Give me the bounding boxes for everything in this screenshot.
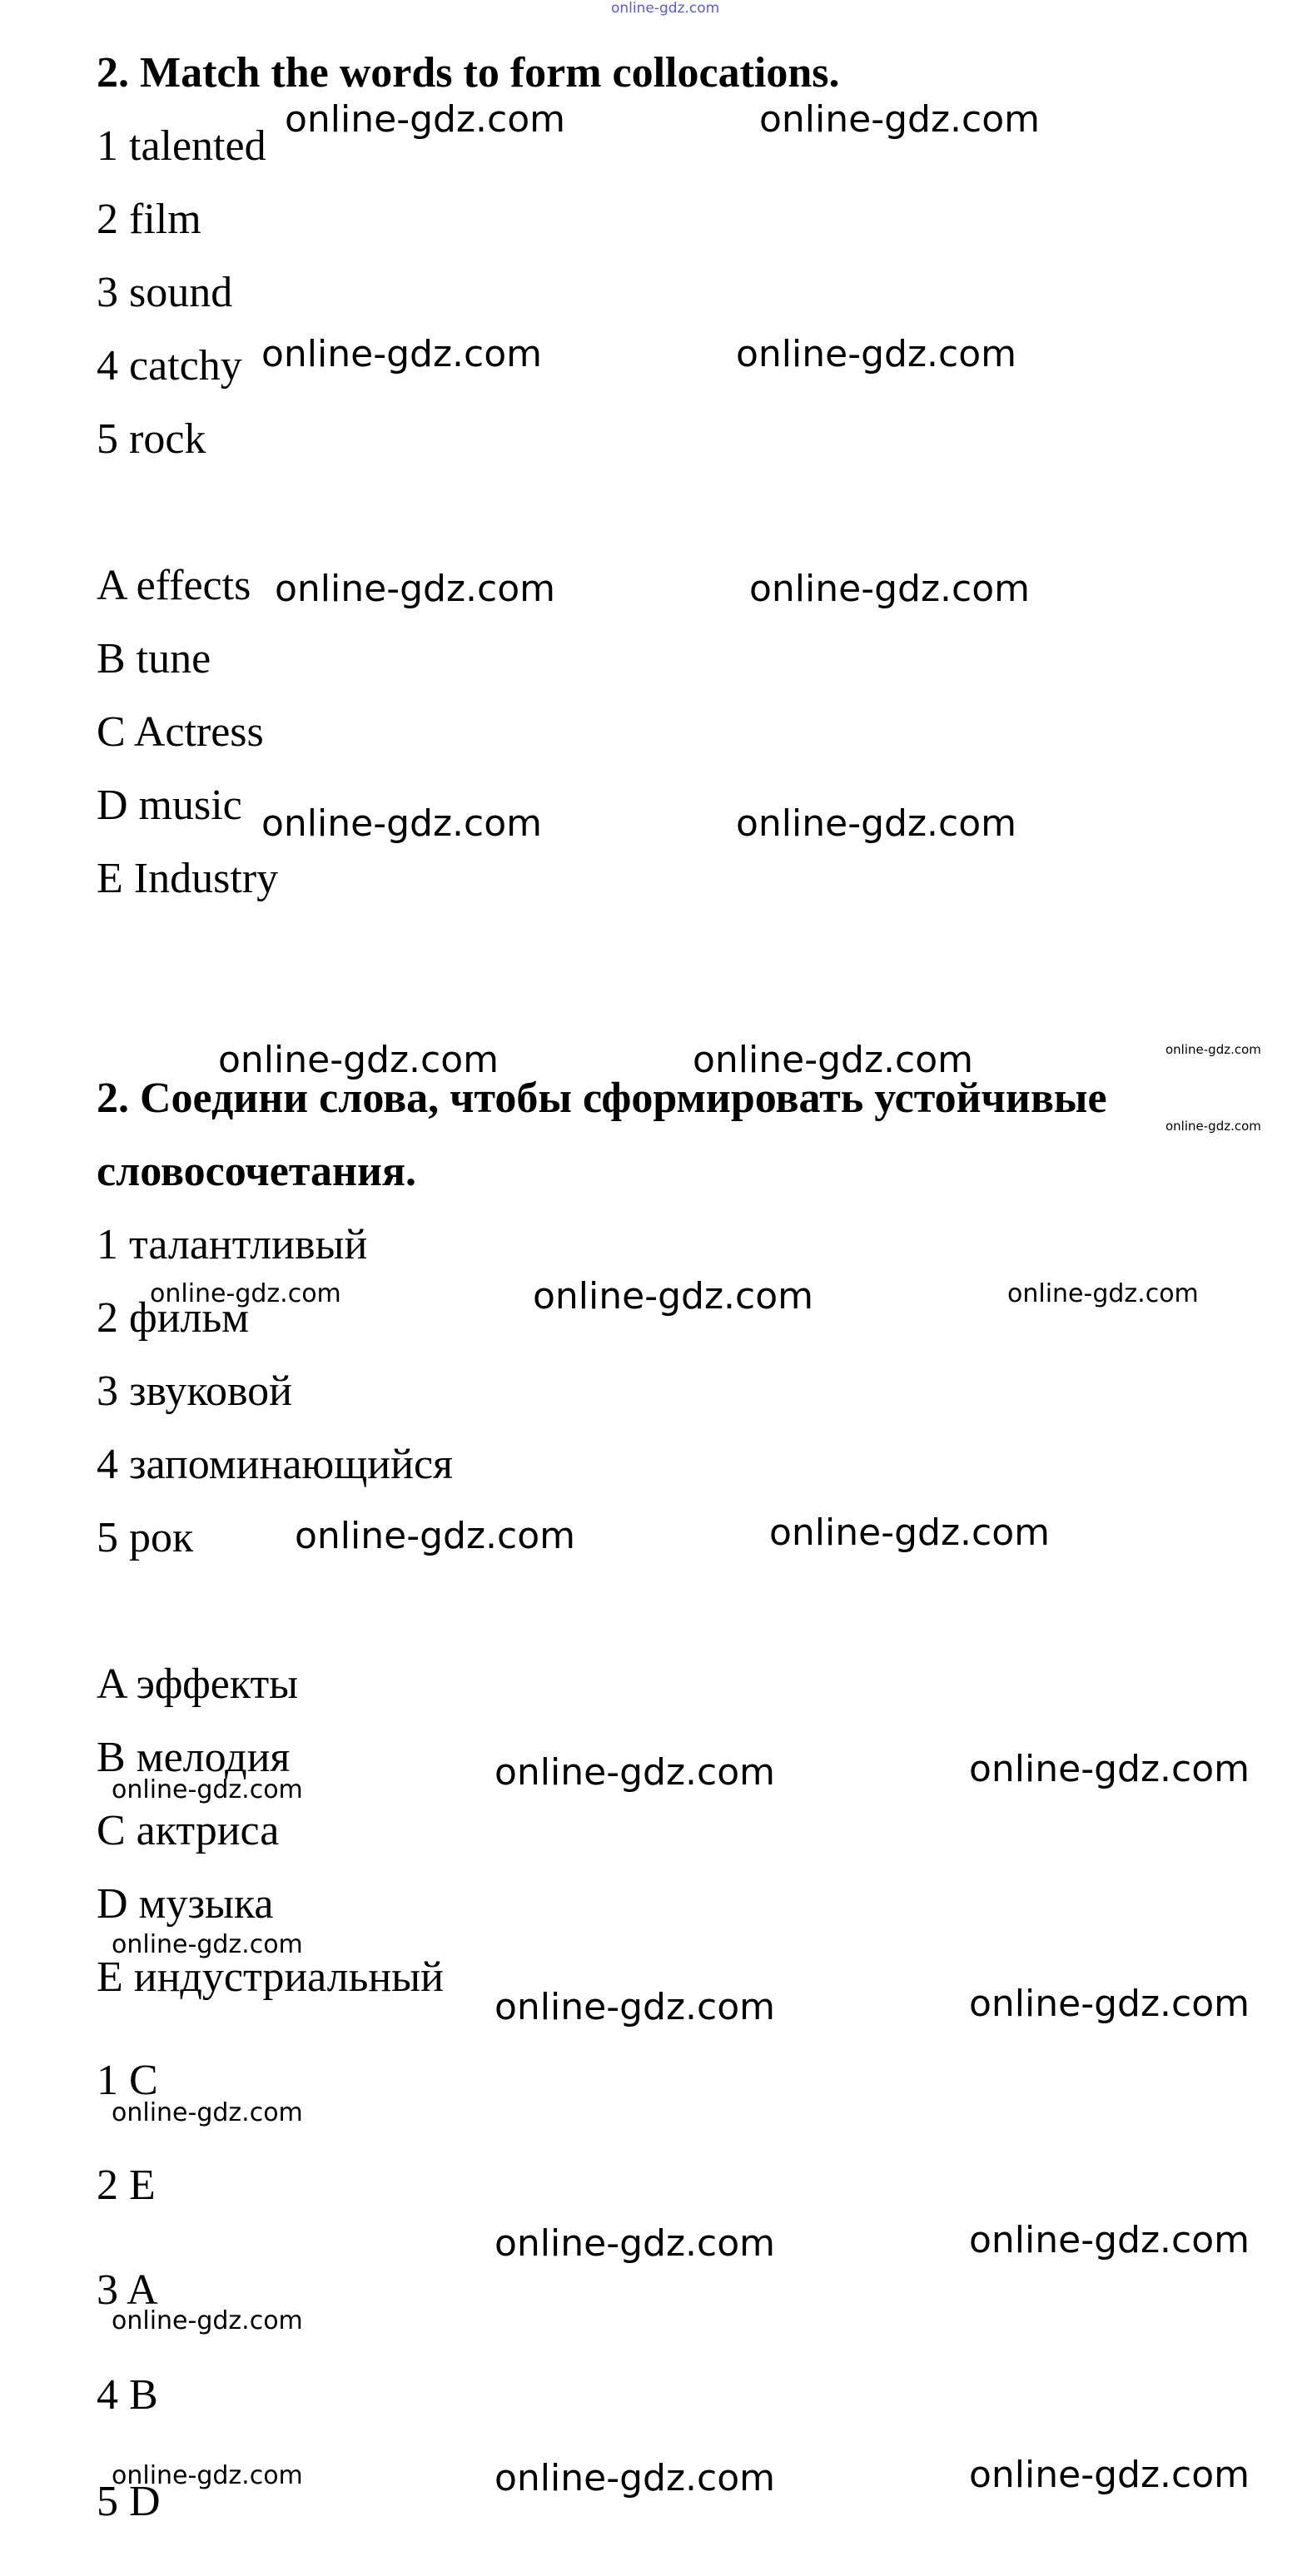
left-item-ru: 4 запоминающийся [97, 1441, 453, 1488]
watermark: online-gdz.com [749, 568, 1031, 610]
left-item-en: 1 talented [97, 122, 266, 170]
answer-item: 1 C [97, 2057, 158, 2104]
watermark: online-gdz.com [533, 1275, 814, 1318]
watermark: online-gdz.com [969, 1983, 1250, 2025]
right-item-en: C Actress [97, 708, 264, 756]
watermark: online-gdz.com [759, 98, 1041, 141]
answer-item: 2 E [97, 2162, 156, 2209]
watermark: online-gdz.com [969, 2454, 1250, 2496]
right-item-en: E Industry [97, 855, 279, 902]
watermark: online-gdz.com [736, 333, 1017, 375]
header-watermark: online-gdz.com [611, 0, 720, 17]
watermark: online-gdz.com [285, 98, 566, 141]
right-item-ru: D музыка [97, 1880, 274, 1928]
watermark: online-gdz.com [1007, 1279, 1199, 1308]
answer-item: 4 B [97, 2371, 158, 2419]
watermark: online-gdz.com [218, 1039, 499, 1081]
watermark: online-gdz.com [112, 2306, 303, 2335]
watermark: online-gdz.com [969, 1748, 1250, 1790]
watermark: online-gdz.com [150, 1279, 341, 1308]
exercise-title-ru-line2: словосочетания. [97, 1148, 417, 1195]
watermark: online-gdz.com [494, 1751, 776, 1794]
watermark: online-gdz.com [275, 568, 556, 610]
right-item-ru: B мелодия [97, 1734, 291, 1781]
left-item-en: 5 rock [97, 415, 206, 463]
watermark: online-gdz.com [112, 1930, 303, 1959]
watermark: online-gdz.com [494, 1986, 776, 2028]
left-item-en: 3 sound [97, 269, 233, 316]
right-item-ru: C актриса [97, 1807, 280, 1854]
watermark: online-gdz.com [112, 1775, 303, 1804]
left-item-ru: 2 фильм [97, 1294, 250, 1342]
right-item-en: D music [97, 782, 242, 829]
watermark: online-gdz.com [112, 2461, 303, 2490]
left-item-ru: 1 талантливый [97, 1221, 368, 1268]
watermark: online-gdz.com [295, 1515, 576, 1557]
left-item-en: 2 film [97, 196, 201, 243]
watermark: online-gdz.com [261, 802, 543, 845]
watermark: online-gdz.com [969, 2219, 1250, 2261]
exercise-title-en: 2. Match the words to form collocations. [97, 49, 840, 97]
right-item-ru: E индустриальный [97, 1953, 444, 2001]
right-item-en: B tune [97, 635, 211, 682]
watermark-small: online-gdz.com [1165, 1119, 1261, 1134]
answer-item: 5 D [97, 2478, 161, 2525]
right-item-ru: A эффекты [97, 1660, 299, 1708]
answer-item: 3 A [97, 2266, 158, 2314]
watermark: online-gdz.com [494, 2457, 776, 2499]
watermark: online-gdz.com [494, 2222, 776, 2265]
right-item-en: A effects [97, 562, 251, 609]
exercise-title-ru-line1: 2. Соедини слова, чтобы сформировать устойчивые [97, 1075, 1107, 1122]
watermark-small: online-gdz.com [1165, 1042, 1261, 1057]
left-item-ru: 5 рок [97, 1514, 194, 1561]
watermark: online-gdz.com [693, 1039, 974, 1081]
watermark: online-gdz.com [112, 2098, 303, 2127]
watermark: online-gdz.com [736, 802, 1017, 845]
watermark: online-gdz.com [261, 333, 543, 375]
watermark: online-gdz.com [769, 1511, 1051, 1554]
left-item-en: 4 catchy [97, 342, 242, 390]
left-item-ru: 3 звуковой [97, 1367, 292, 1415]
